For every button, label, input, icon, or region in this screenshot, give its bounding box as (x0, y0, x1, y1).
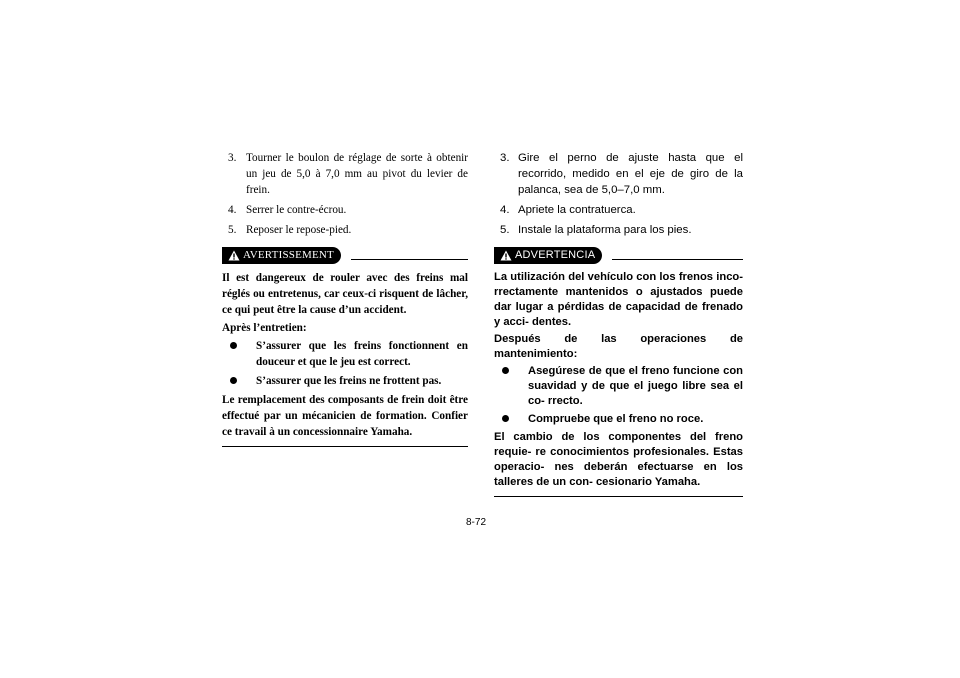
warning-header (222, 246, 468, 264)
step-item (222, 222, 468, 238)
warning-divider (351, 250, 468, 260)
warning-badge (222, 247, 341, 264)
list-item (494, 364, 743, 409)
step-item (494, 150, 743, 198)
step-text: Serrer le contre-écrou. (246, 204, 347, 216)
step-item (222, 150, 468, 198)
step-text: Tourner le boulon de réglage de sorte à obtenir un jeu de 5,0 à 7,0 mm au pivot du levier de frein. (246, 152, 468, 196)
bullet-text: Asegúrese de que el freno funcione con suavidad y de que el juego libre sea el co- rrecto. (528, 365, 743, 407)
bullet-text: S’assurer que les freins fonctionnent en douceur et que le jeu est correct. (256, 340, 468, 368)
closing-text: El cambio de los componentes del freno requie- re conocimientos profesionales. Estas operacio- nes deberán efectuarse en los talleres de un con- cesionario Yamaha. (494, 431, 743, 488)
bullet-text: S’assurer que les freins ne frottent pas. (256, 375, 442, 387)
step-number: 3. (228, 152, 237, 164)
spanish-column (494, 150, 743, 497)
warning-divider (612, 250, 743, 260)
after-service-label: Después de las operaciones de mantenimiento: (494, 333, 743, 360)
list-item (222, 373, 468, 389)
step-number: 5. (228, 224, 237, 236)
step-item (494, 202, 743, 218)
page-number: 8-72 (466, 517, 487, 528)
bullet-text: Compruebe que el freno no roce. (528, 413, 704, 425)
warning-end-divider (494, 496, 743, 497)
step-text: Reposer le repose-pied. (246, 224, 352, 236)
list-item (494, 412, 743, 427)
step-text: Gire el perno de ajuste hasta que el recorrido, medido en el eje de giro de la palanca, sea de 5,0–7,0 mm. (518, 152, 743, 196)
list-item (222, 338, 468, 370)
warning-text: Il est dangereux de rouler avec des freins mal réglés ou entretenus, car ceux-ci risquent de lâcher, ce qui peut être la cause d’un accident. (222, 272, 468, 316)
bullet-icon (222, 373, 250, 389)
step-number: 4. (228, 204, 237, 216)
after-service-label: Après l’entretien: (222, 322, 307, 334)
warning-triangle-icon (500, 250, 512, 261)
closing-text: Le remplacement des composants de frein doit être effectué par un mécanicien de formation. Confier ce travail à un concessionnaire Yamaha. (222, 394, 468, 438)
step-item (494, 222, 743, 238)
warning-label: ADVERTENCIA (515, 249, 596, 261)
bullet-icon (222, 338, 250, 370)
step-number: 4. (500, 204, 510, 216)
step-text: Instale la plataforma para los pies. (518, 224, 692, 236)
warning-header (494, 246, 743, 264)
warning-triangle-icon (228, 250, 240, 261)
step-item (222, 202, 468, 218)
step-number: 5. (500, 224, 510, 236)
step-text: Apriete la contratuerca. (518, 204, 636, 216)
warning-label: AVERTISSEMENT (243, 249, 334, 261)
step-number: 3. (500, 152, 510, 164)
bullet-icon (494, 364, 522, 409)
warning-text: La utilización del vehículo con los frenos inco- rrectamente mantenidos o ajustados puede dar lugar a pérdidas de capacidad de frenado y acci- dentes. (494, 271, 743, 328)
warning-end-divider (222, 446, 468, 447)
french-column (222, 150, 468, 447)
bullet-icon (494, 412, 522, 427)
warning-badge (494, 247, 602, 264)
